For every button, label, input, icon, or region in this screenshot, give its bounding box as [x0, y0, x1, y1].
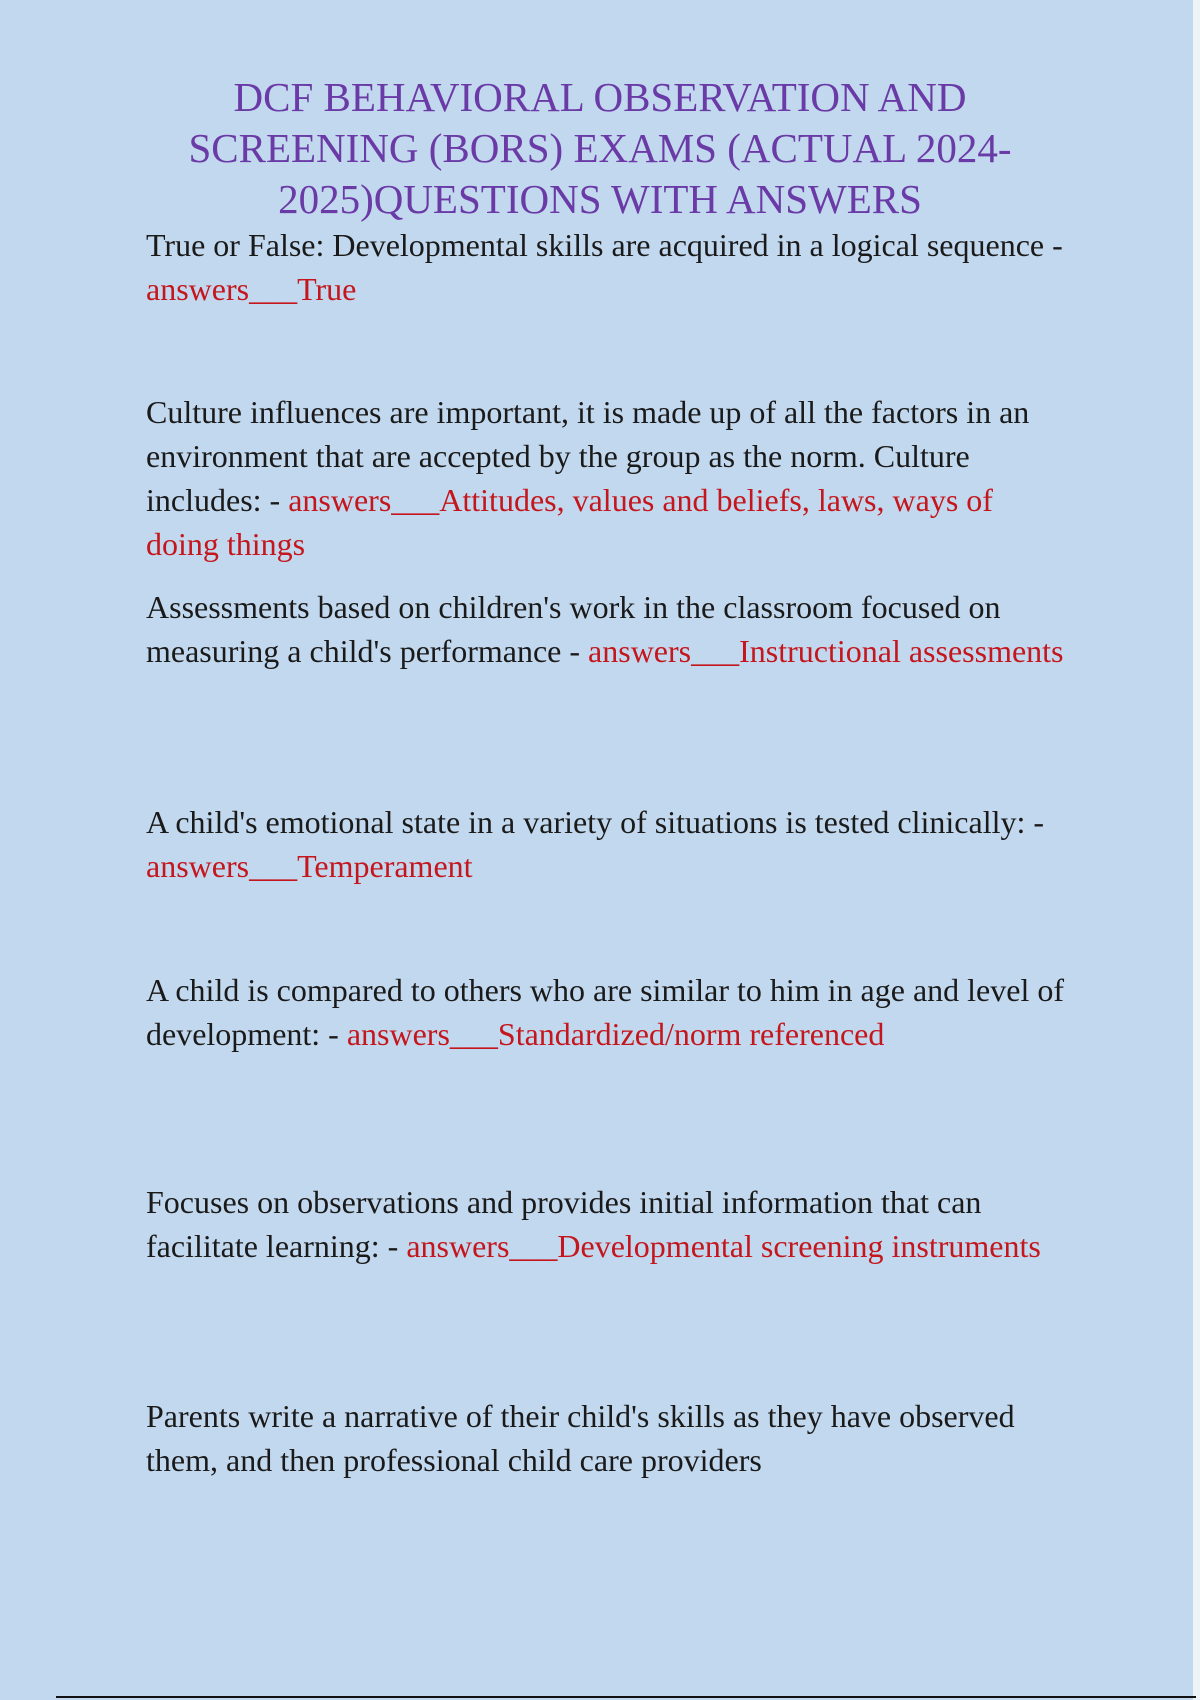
- answer-text: answers___Temperament: [146, 848, 473, 884]
- document-title: DCF BEHAVIORAL OBSERVATION AND SCREENING (BORS) EXAMS (ACTUAL 2024-2025)QUESTIONS WITH ANSWERS: [188, 74, 1012, 222]
- qa-entry-3: [146, 585, 1066, 673]
- question-text: Focuses on observations and provides initial information that can facilitate learning: -: [146, 1184, 982, 1264]
- bottom-divider: [56, 1696, 1196, 1698]
- answer-text: answers___Developmental screening instruments: [406, 1228, 1041, 1264]
- page-edge: [1193, 0, 1200, 1700]
- question-text: Parents write a narrative of their child's skills as they have observed them, and then professional child care providers: [146, 1398, 1015, 1478]
- question-text: A child's emotional state in a variety of situations is tested clinically: -: [146, 804, 1045, 840]
- question-text: Culture influences are important, it is made up of all the factors in an environment that are accepted by the group as the norm. Culture includes: -: [146, 394, 1030, 518]
- answer-text: answers___Standardized/norm referenced: [346, 1016, 885, 1052]
- answer-text: answers___True: [146, 271, 357, 307]
- question-text: True or False: Developmental skills are acquired in a logical sequence -: [146, 227, 1063, 263]
- qa-entry-1: [146, 223, 1066, 311]
- answer-text: answers___Instructional assessments: [588, 633, 1064, 669]
- answer-text: answers___Attitudes, values and beliefs, laws, ways of doing things: [146, 482, 993, 562]
- question-text: A child is compared to others who are similar to him in age and level of development: -: [146, 972, 1064, 1052]
- qa-entry-6: [146, 1180, 1066, 1268]
- question-text: Assessments based on children's work in the classroom focused on measuring a child's performance -: [146, 589, 1001, 669]
- qa-entry-5: [146, 968, 1066, 1056]
- qa-entry-7: [146, 1394, 1066, 1482]
- qa-entry-4: [146, 800, 1066, 888]
- qa-entry-2: [146, 390, 1066, 566]
